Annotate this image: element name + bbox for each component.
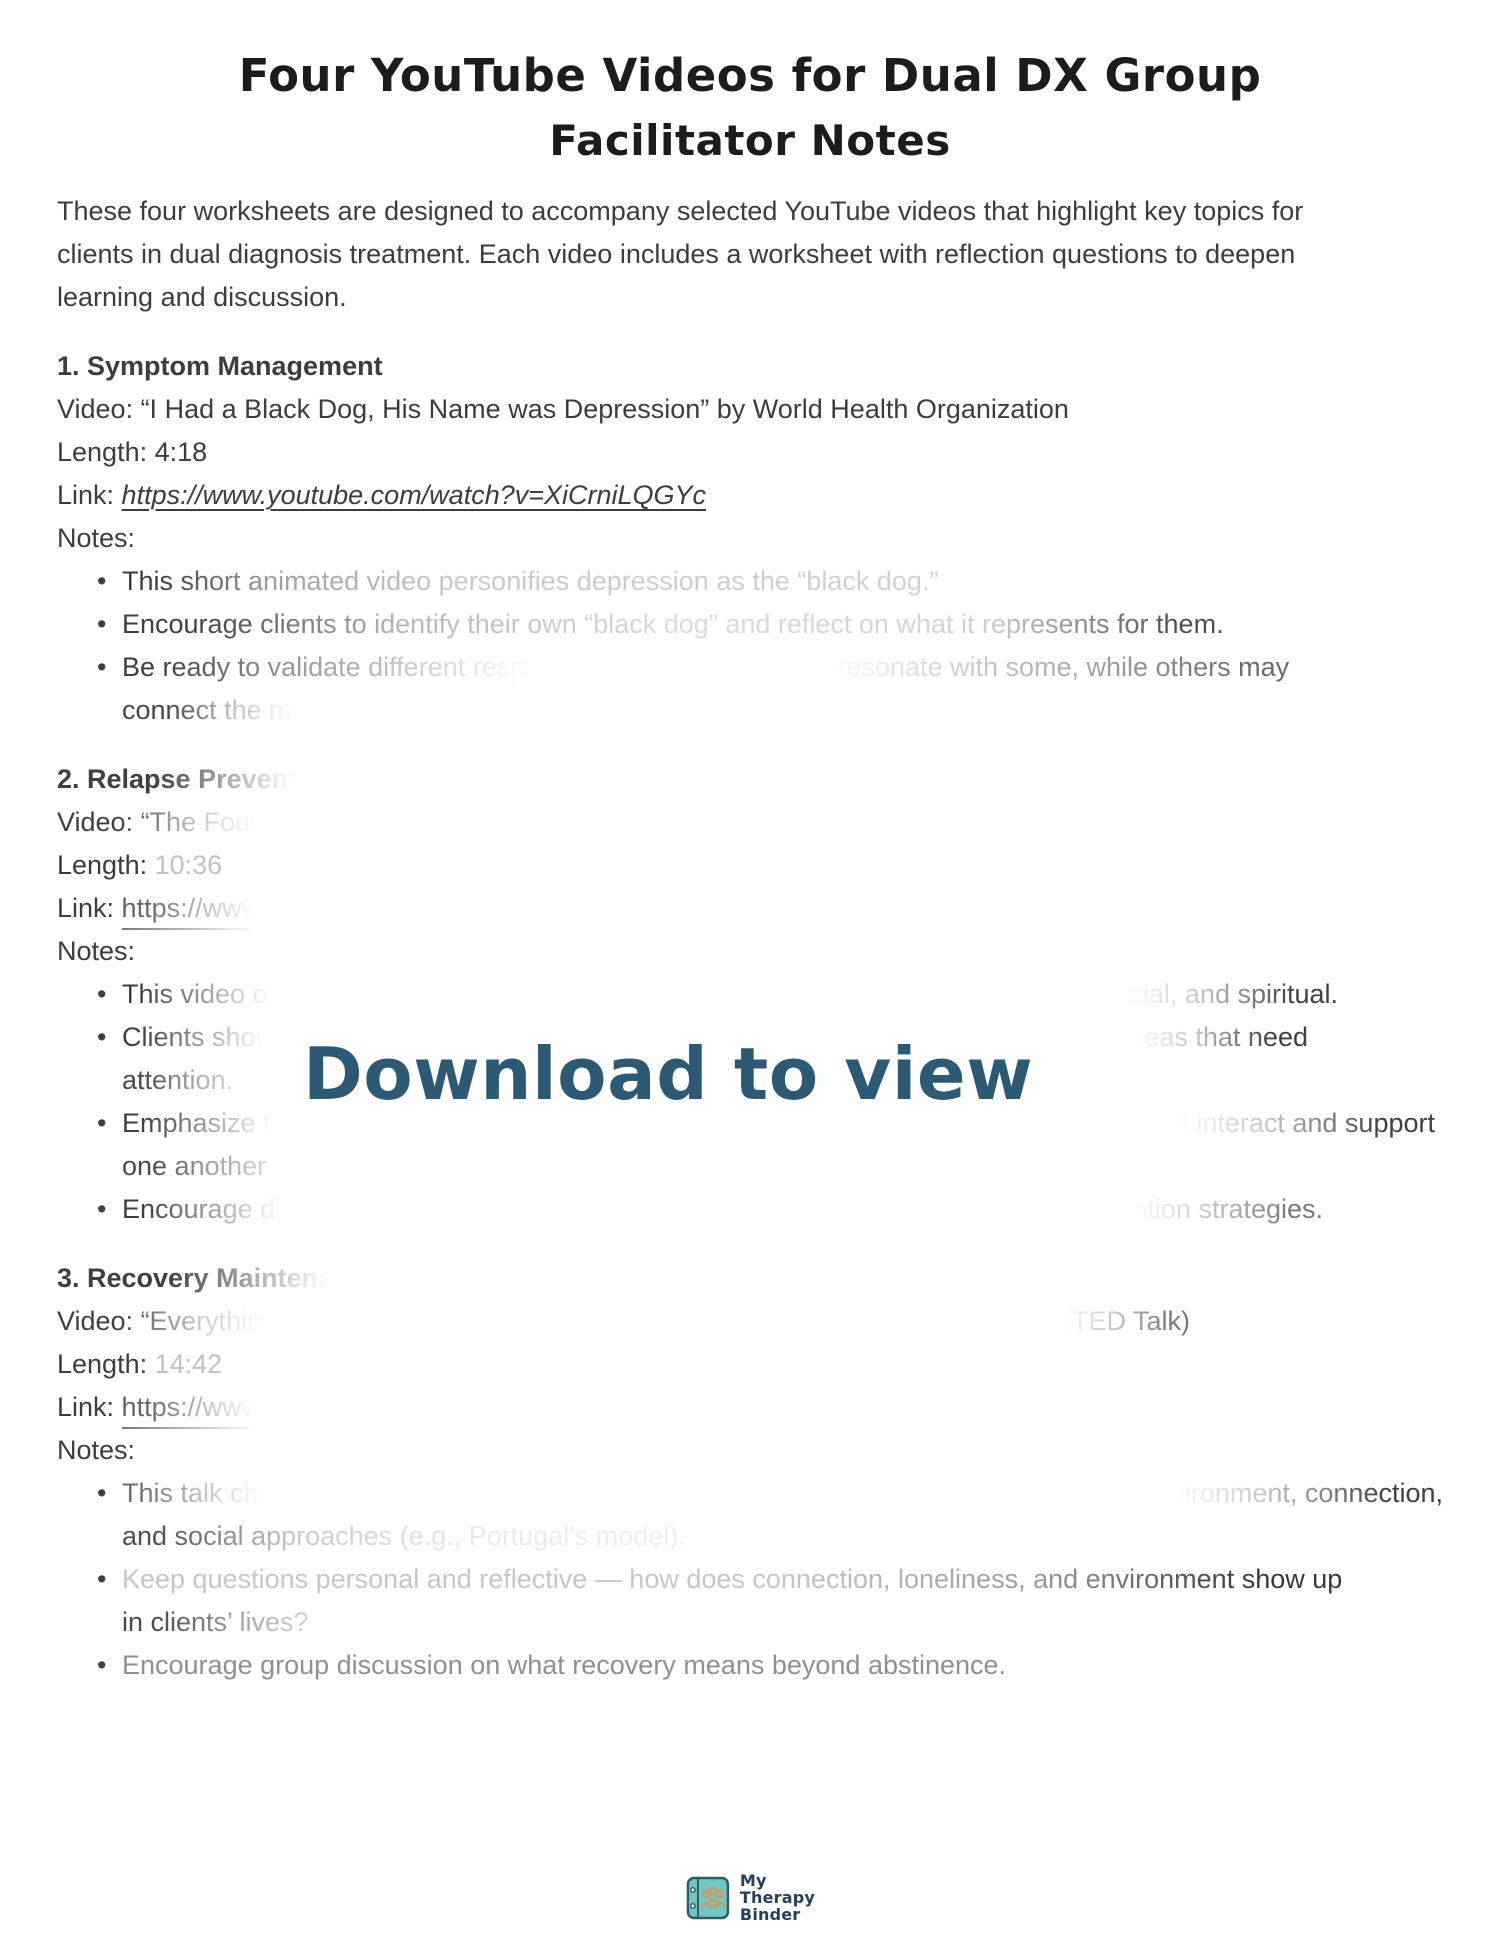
intro-line: learning and discussion. — [57, 282, 347, 312]
text-segment: Notes: — [57, 523, 136, 553]
section-heading — [57, 345, 1443, 388]
text-segment: connect the m — [122, 689, 292, 732]
text-segment: Length: — [57, 1349, 155, 1379]
note-bullet — [57, 1644, 1443, 1687]
note-bullet — [57, 973, 1443, 1016]
note-bullet — [57, 560, 1443, 603]
bullet-line — [122, 1016, 1443, 1059]
video-link[interactable]: https://www.youtube.com/watch?v=XiCrniLQGYc — [121, 480, 707, 510]
text-segment: 1. Symptom Management — [57, 351, 383, 381]
text-segment: Length: 4:18 — [57, 437, 208, 467]
text-segment: ll interact and support — [1177, 1102, 1435, 1145]
section-heading — [57, 758, 1443, 801]
page-subtitle: Facilitator Notes — [549, 116, 951, 165]
brand-logo-text — [740, 1872, 815, 1923]
text-segment: Be ready to validate different responses — depression may resonate with some, while others may — [122, 646, 1289, 689]
text-segment: Encourage group discussion on what recovery means beyond abstinence. — [122, 1650, 1007, 1680]
text-segment: Length: — [57, 850, 155, 880]
text-segment: Keep questions personal and reflective — how does connection, loneliness, and environment show up — [122, 1558, 1342, 1601]
text-segment: one another — [122, 1145, 266, 1188]
bullet-line — [122, 1472, 1443, 1515]
text-segment: 2. Relapse Prevention — [57, 758, 338, 801]
note-bullet — [57, 1558, 1443, 1644]
bullet-marker: • — [97, 1564, 107, 1594]
bullet-marker: • — [97, 609, 107, 639]
bullet-marker: • — [97, 1108, 107, 1138]
bullet-line — [122, 1644, 1443, 1687]
bullet-line — [122, 603, 1443, 646]
bullet-line — [122, 1188, 1443, 1231]
video-section — [57, 1257, 1443, 1687]
bullet-line — [122, 560, 1443, 603]
bullet-marker: • — [97, 1478, 107, 1508]
bullet-line — [122, 1601, 1443, 1644]
video-link[interactable]: https://www — [122, 1389, 262, 1429]
text-segment: Video: “The Four — [57, 801, 259, 844]
text-segment: Link: — [57, 1392, 122, 1422]
note-bullet — [57, 1472, 1443, 1558]
text-segment: and social approaches (e.g., Portugal’s model). — [122, 1515, 686, 1558]
bullet-marker: • — [97, 1650, 107, 1680]
text-segment: Video: “I Had a Black Dog, His Name was Depression” by World Health Organization — [57, 394, 1069, 424]
text-segment: vironment, connection, — [1171, 1472, 1443, 1515]
video-link[interactable]: https://www — [122, 890, 262, 930]
bullet-line — [122, 1102, 1443, 1145]
section-heading — [57, 1257, 1443, 1300]
intro-line: clients in dual diagnosis treatment. Each video includes a worksheet with reflection questions to deepen — [57, 239, 1296, 269]
bullet-line — [122, 1558, 1443, 1601]
link-line — [57, 1386, 1443, 1429]
page-title: Four YouTube Videos for Dual DX Group — [238, 49, 1262, 102]
brand-logo — [685, 1872, 815, 1923]
note-bullet — [57, 1016, 1443, 1102]
text-segment: 14:42 — [154, 1349, 223, 1379]
bullet-marker: • — [97, 652, 107, 682]
text-segment: This short animated video personifies depression as the “black dog.” — [122, 560, 938, 603]
length-line — [57, 844, 1443, 887]
bullet-marker: • — [97, 1022, 107, 1052]
text-segment: Notes: — [57, 936, 136, 966]
video-line — [57, 1300, 1443, 1343]
download-to-view-watermark: Download to view — [303, 1032, 1034, 1116]
bullet-line — [122, 1059, 1443, 1102]
intro-line: These four worksheets are designed to accompany selected YouTube videos that highlight key topics for — [57, 196, 1304, 226]
note-bullet — [57, 1188, 1443, 1231]
text-segment: Emphasize th — [122, 1102, 286, 1145]
text-segment: This talk chall — [122, 1472, 286, 1515]
text-segment: 10:36 — [154, 850, 223, 880]
bullet-marker: • — [97, 979, 107, 1009]
video-section — [57, 758, 1443, 1231]
link-line — [57, 474, 1443, 517]
text-segment: Notes: — [57, 1435, 136, 1465]
text-segment: attention. — [122, 1059, 233, 1102]
video-section — [57, 345, 1443, 732]
text-segment: reas that need — [1135, 1016, 1308, 1059]
text-segment: 3. Recovery Maintenance — [57, 1257, 380, 1300]
intro-paragraph — [57, 190, 1443, 319]
length-line — [57, 1343, 1443, 1386]
text-segment: Link: — [57, 893, 122, 923]
text-segment: (TED Talk) — [1063, 1300, 1190, 1343]
video-line — [57, 801, 1443, 844]
text-segment: This video ou — [122, 973, 283, 1016]
notes-label — [57, 517, 1443, 560]
text-segment: Video: “Everythin — [57, 1300, 262, 1343]
bullet-line — [122, 1145, 1443, 1188]
text-segment: Encourage clients to identify their own “black dog” and reflect on what it represents for them. — [122, 603, 1224, 646]
note-bullet — [57, 603, 1443, 646]
video-line — [57, 388, 1443, 431]
bullet-line — [122, 646, 1443, 689]
notes-label — [57, 1429, 1443, 1472]
logo-line-2: Therapy — [739, 1888, 816, 1907]
bullet-line — [122, 973, 1443, 1016]
notes-label — [57, 930, 1443, 973]
text-segment: ntion strategies. — [1132, 1188, 1323, 1231]
note-bullet — [57, 1102, 1443, 1188]
logo-line-1: My — [739, 1871, 767, 1890]
bullet-marker: • — [97, 1194, 107, 1224]
text-segment: cial, and spiritual. — [1129, 973, 1338, 1016]
bullet-line — [122, 1515, 1443, 1558]
text-segment: Clients shoul — [122, 1016, 277, 1059]
sections-container — [57, 345, 1443, 1687]
text-segment: Encourage dis — [122, 1188, 295, 1231]
bullet-line — [122, 689, 1443, 732]
bullet-marker: • — [97, 566, 107, 596]
document-header — [57, 46, 1443, 168]
note-bullet — [57, 646, 1443, 732]
text-segment: in clients’ lives? — [122, 1601, 309, 1644]
length-line — [57, 431, 1443, 474]
text-segment: Link: — [57, 480, 122, 510]
link-line — [57, 887, 1443, 930]
therapy-binder-icon — [685, 1875, 731, 1921]
logo-line-3: Binder — [739, 1905, 801, 1924]
